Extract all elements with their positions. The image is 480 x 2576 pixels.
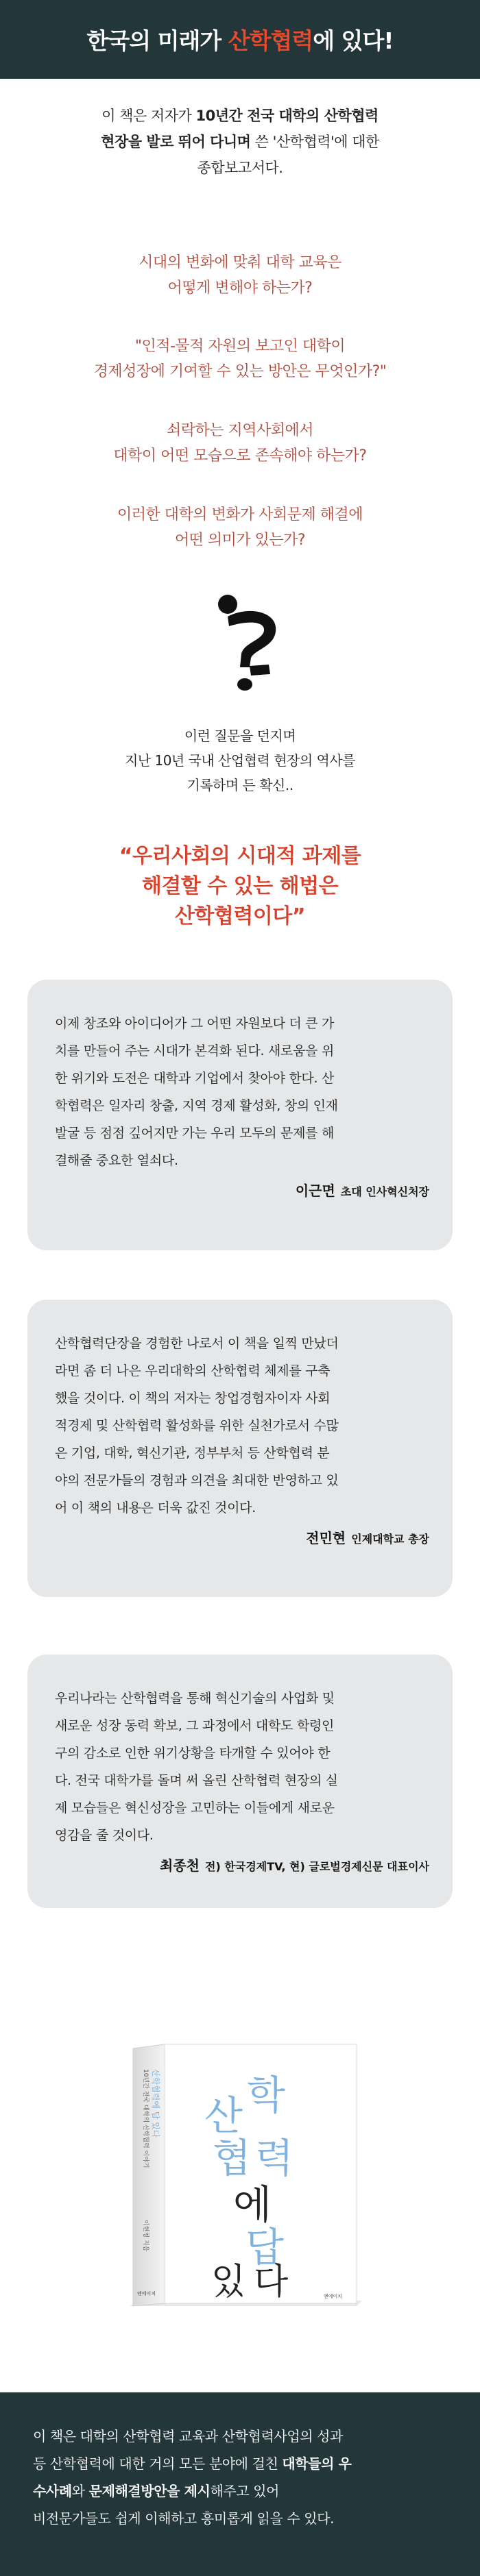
question-line: 이러한 대학의 변화가 사회문제 해결에 <box>117 506 363 523</box>
slogan-line: 산학협력이다” <box>174 904 306 928</box>
footer-text-span: 와 <box>71 2483 89 2499</box>
testimonial-line: 학협력은 일자리 창출, 지역 경제 활성화, 창의 인재 <box>55 1098 338 1113</box>
testimonial-line: 다. 전국 대학가를 돌며 써 올린 산학협력 현장의 실 <box>55 1773 338 1788</box>
testimonial-line: 적경제 및 산학협력 활성화를 위한 실천가로서 수많 <box>55 1418 339 1433</box>
testimonial-line: 라면 좀 더 나은 우리대학의 산학협력 체제를 구축 <box>55 1363 331 1378</box>
question-line: 시대의 변화에 맞춰 대학 교육은 <box>139 254 341 271</box>
footer-bold: 대학들의 우 <box>282 2455 352 2472</box>
testimonial-line: 야의 전문가들의 경험과 의견을 최대한 반영하고 있 <box>55 1473 339 1488</box>
question-1 <box>0 250 480 301</box>
footer-line: 이 책은 대학의 산학협력 교육과 산학협력사업의 성과 <box>33 2428 343 2444</box>
cover-title-char: 협 <box>213 2135 252 2181</box>
testimonial-line: 결해줄 중요한 열쇠다. <box>55 1153 178 1168</box>
testimonial-line: 했을 것이다. 이 책의 저자는 창업경험자이자 사회 <box>55 1391 331 1406</box>
cover-title-char: 있 <box>211 2262 246 2303</box>
testimonial-line: 은 기업, 대학, 혁신기관, 정부부처 등 산학협력 분 <box>55 1446 330 1461</box>
cover-title-char: 에 <box>233 2181 272 2228</box>
spine-title: 산학협력에 답 있다 <box>151 2069 160 2138</box>
cover-title-char: 답 <box>245 2224 285 2270</box>
testimonial-body <box>55 1685 429 1849</box>
slogan <box>0 841 480 932</box>
testimonial-line: 한 위기와 도전은 대학과 기업에서 찾아야 한다. 산 <box>55 1071 334 1086</box>
signature-title: 전) 한국경제TV, 현) 글로벌경제신문 대표이사 <box>205 1860 429 1873</box>
footer-bold: 수사례 <box>33 2483 72 2499</box>
testimonial-line: 우리나라는 산학협력을 통해 혁신기술의 사업화 및 <box>55 1691 335 1706</box>
reflection-line: 지난 10년 국내 산업협력 현장의 역사를 <box>124 752 356 769</box>
banner-title <box>87 23 394 55</box>
intro-bold: 10년간 전국 대학의 산학협력 <box>195 108 379 124</box>
banner-title-post: 에 있다! <box>313 27 394 54</box>
question-line: 어떻게 변해야 하는가? <box>167 280 313 297</box>
intro-text: 쓴 '산학협력'에 대한 <box>250 134 379 150</box>
testimonial-line: 발굴 등 점점 깊어지만 가는 우리 모두의 문제를 해 <box>55 1126 334 1141</box>
reflection-text <box>0 723 480 797</box>
intro-bold: 현장을 발로 뛰어 다니며 <box>101 134 251 150</box>
testimonial-signature <box>55 1180 429 1200</box>
signature-title: 인제대학교 총장 <box>351 1533 429 1546</box>
testimonial-line: 제 모습들은 혁신성장을 고민하는 이들에게 새로운 <box>55 1800 335 1816</box>
question-line: 쇠락하는 지역사회에서 <box>166 422 313 439</box>
testimonial-line: 이제 창조와 아이디어가 그 어떤 자원보다 더 큰 가 <box>55 1016 334 1031</box>
testimonial-card-1 <box>27 980 453 1250</box>
question-mark-figure-icon <box>213 591 288 693</box>
testimonial-signature <box>55 1527 429 1547</box>
testimonial-line: 영감을 줄 것이다. <box>55 1828 154 1843</box>
cover-title-char: 력 <box>255 2135 294 2181</box>
testimonial-line: 산학협력단장을 경험한 나로서 이 책을 일찍 만났더 <box>55 1336 339 1351</box>
cover-title-char: 다 <box>254 2262 289 2303</box>
question-2 <box>0 334 480 384</box>
testimonial-card-3 <box>27 1655 453 1908</box>
intro-text: 종합보고서다. <box>197 160 283 176</box>
footer-text <box>33 2423 447 2532</box>
footer-section <box>0 2392 480 2576</box>
signature-name: 전민현 <box>306 1530 346 1546</box>
testimonial-line: 치를 만들어 주는 시대가 본격화 된다. 새로움을 위 <box>55 1043 334 1058</box>
reflection-line: 기록하며 든 확신.. <box>187 777 293 793</box>
reflection-line: 이런 질문을 던지며 <box>184 728 296 744</box>
testimonial-body <box>55 1010 429 1174</box>
slogan-line: 해결할 수 있는 해법은 <box>141 874 339 898</box>
footer-line: 비전문가들도 쉽게 이해하고 흥미롭게 읽을 수 있다. <box>33 2510 335 2527</box>
signature-name: 이근면 <box>295 1182 335 1199</box>
intro-text: 이 책은 저자가 <box>101 108 196 124</box>
cover-title-char: 학 <box>247 2072 286 2118</box>
spine-publisher: 엔에이치 <box>137 2291 156 2296</box>
banner-title-highlight: 산학협력 <box>228 27 313 54</box>
question-line: 경제성장에 기여할 수 있는 방안은 무엇인가?" <box>93 363 387 380</box>
slogan-line: “우리사회의 시대적 과제를 <box>119 844 361 868</box>
testimonial-card-2 <box>27 1300 453 1597</box>
signature-name: 최종천 <box>160 1857 200 1874</box>
banner-title-pre: 한국의 미래가 <box>86 27 228 54</box>
testimonial-body <box>55 1330 429 1522</box>
intro-paragraph <box>0 103 480 181</box>
footer-text-span: 해주고 있어 <box>210 2483 280 2499</box>
book-cover-image <box>130 2042 363 2309</box>
footer-bold: 문제해결방안을 제시 <box>88 2483 211 2499</box>
cover-title-char: 산 <box>204 2092 243 2139</box>
testimonial-line: 구의 감소로 인한 위기상황을 타개할 수 있어야 한 <box>55 1746 331 1761</box>
spine-subtitle: 10년간 전국 대학의 산학협력 이야기 <box>142 2069 149 2168</box>
cover-publisher: 엔에이치 <box>324 2294 343 2299</box>
question-4 <box>0 502 480 553</box>
top-banner <box>0 0 480 79</box>
question-line: "인적-물적 자원의 보고인 대학이 <box>134 338 346 355</box>
spine-author: 이현청 지음 <box>142 2220 149 2252</box>
testimonial-line: 어 이 책의 내용은 더욱 값진 것이다. <box>55 1500 256 1515</box>
testimonial-line: 새로운 성장 동력 확보, 그 과정에서 대학도 학령인 <box>55 1718 334 1733</box>
question-3 <box>0 418 480 469</box>
question-line: 대학이 어떤 모습으로 존속해야 하는가? <box>113 447 367 465</box>
testimonial-signature <box>55 1855 429 1874</box>
signature-title: 초대 인사혁신처장 <box>340 1185 429 1198</box>
question-line: 어떤 의미가 있는가? <box>174 532 306 549</box>
footer-text-span: 등 산학협력에 대한 거의 모든 분야에 걸친 <box>33 2455 283 2472</box>
